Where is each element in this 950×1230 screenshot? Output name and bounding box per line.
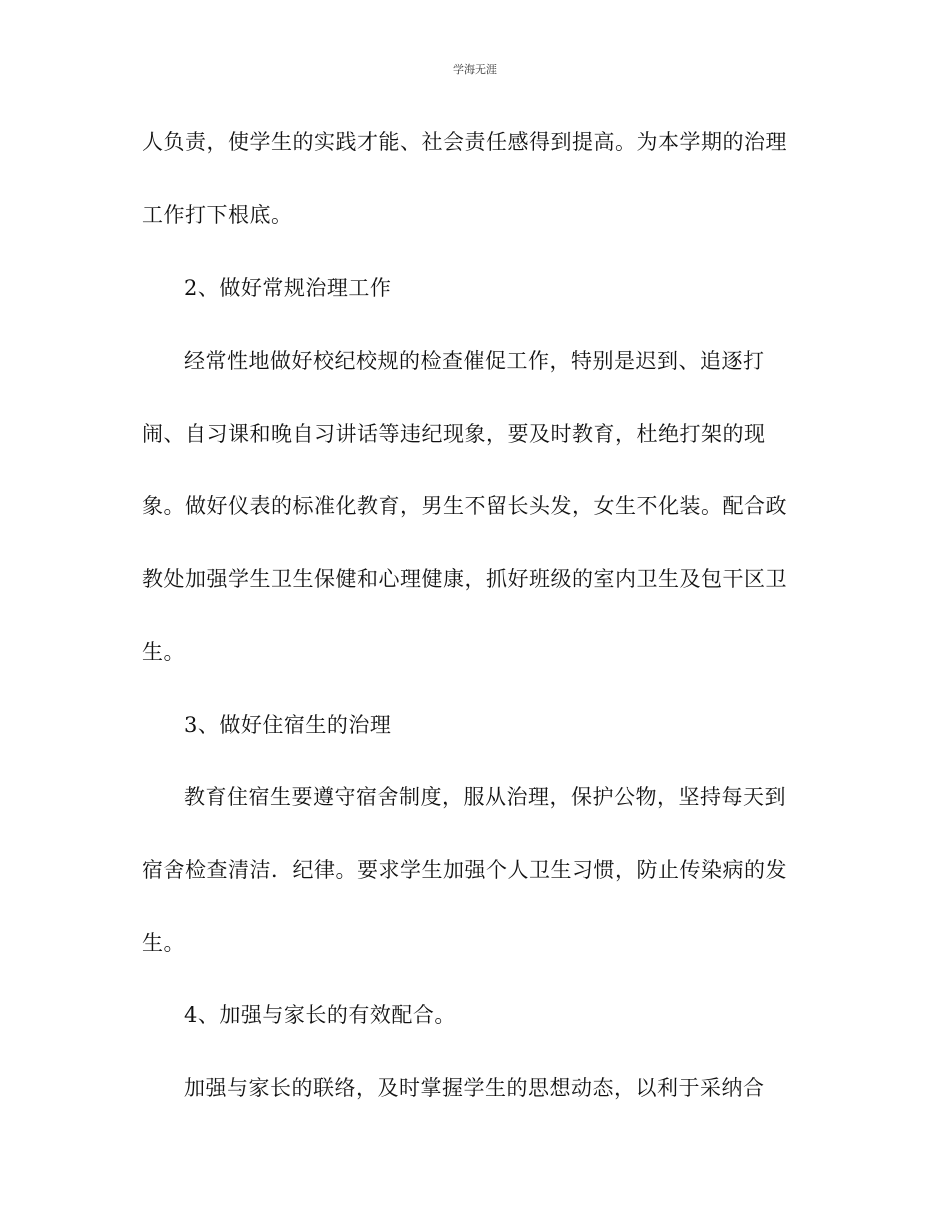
section-heading: 2、做好常规治理工作 xyxy=(184,276,392,300)
body-text-line: 工作打下根底。 xyxy=(142,203,293,227)
body-text-line: 教育住宿生要遵守宿舍制度，服从治理，保护公物，坚持每天到 xyxy=(184,785,786,809)
section-heading: 4、加强与家长的有效配合。 xyxy=(184,1003,456,1027)
body-text-line: 生。 xyxy=(142,640,185,664)
page-header: 学海无涯 xyxy=(453,63,497,76)
body-text-line: 象。做好仪表的标准化教育，男生不留长头发，女生不化装。配合政 xyxy=(142,494,787,518)
body-text-line: 人负责，使学生的实践才能、社会责任感得到提高。为本学期的治理 xyxy=(142,130,787,154)
body-text-line: 经常性地做好校纪校规的检查催促工作，特别是迟到、追逐打 xyxy=(184,349,765,373)
body-text-line: 生。 xyxy=(142,931,185,955)
body-text-line: 教处加强学生卫生保健和心理健康，抓好班级的室内卫生及包干区卫 xyxy=(142,567,787,591)
body-text-line: 宿舍检查清洁．纪律。要求学生加强个人卫生习惯，防止传染病的发 xyxy=(142,858,787,882)
section-heading: 3、做好住宿生的治理 xyxy=(184,713,392,737)
body-text-line: 闹、自习课和晚自习讲话等违纪现象，要及时教育，杜绝打架的现 xyxy=(142,422,766,446)
body-text-line: 加强与家长的联络，及时掌握学生的思想动态，以利于采纳合 xyxy=(184,1076,765,1100)
